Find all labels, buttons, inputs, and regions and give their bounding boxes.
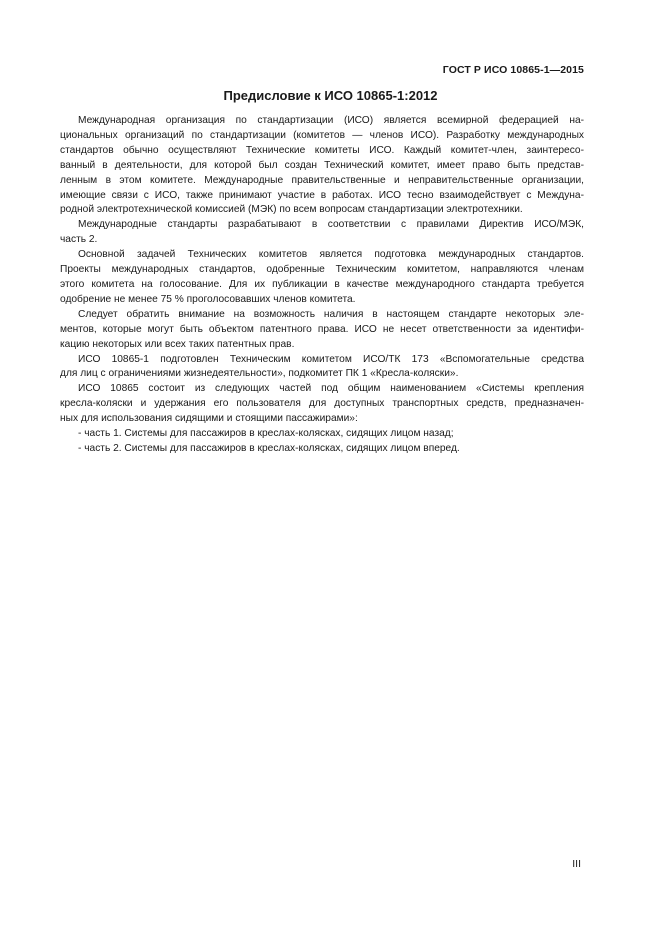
text-line: циональных организаций по стандартизации (комитетов — членов ИСО). Разработку международных	[60, 129, 584, 141]
text-line: кацию некоторых или всех таких патентных прав.	[60, 338, 295, 350]
text-line: для лиц с ограничениями жизнедеятельности», подкомитет ПК 1 «Кресла-коляски».	[60, 368, 459, 380]
list-item: - часть 1. Системы для пассажиров в креслах-колясках, сидящих лицом назад;	[78, 428, 454, 440]
text-line: имеющие связи с ИСО, также принимают участие в работах. ИСО тесно взаимодействует с Междуна-	[60, 189, 584, 201]
text-line: Проекты международных стандартов, одобренные Техническим комитетом, направляются членам	[60, 264, 584, 276]
text-line: часть 2.	[60, 234, 98, 246]
paragraph	[60, 308, 584, 353]
page-number: III	[572, 858, 581, 870]
section-title: Предисловие к ИСО 10865-1:2012	[223, 88, 438, 103]
text-line: ИСО 10865-1 подготовлен Техническим комитетом ИСО/ТК 173 «Вспомогательные средства	[78, 353, 584, 365]
text-line: ментов, которые могут быть объектом патентного права. ИСО не несет ответственности за идентифи-	[60, 323, 584, 335]
text-line: кресла-коляски и удержания его пользователя для доступных транспортных средств, предназначен-	[60, 398, 584, 410]
paragraph	[60, 114, 584, 218]
text-line: Международная организация по стандартизации (ИСО) является всемирной федерацией на-	[78, 115, 584, 126]
text-line: Основной задачей Технических комитетов является подготовка международных стандартов.	[78, 249, 584, 261]
text-line: стандартов обычно осуществляют Технические комитеты ИСО. Каждый комитет-член, заинтересо-	[60, 144, 584, 156]
text-line: ных для использования сидящими и стоящими пассажирами»:	[60, 413, 358, 425]
paragraph	[60, 218, 584, 248]
text-line: ленным в этом комитете. Международные правительственные и неправительственные организации,	[60, 174, 584, 186]
text-line: ИСО 10865 состоит из следующих частей под общим наименованием «Системы крепления	[78, 383, 584, 395]
text-line: этого комитета на голосование. Для их публикации в качестве международного стандарта требуется	[60, 278, 584, 290]
paragraph	[60, 248, 584, 308]
text-line: Международные стандарты разрабатывают в соответствии с правилами Директив ИСО/МЭК,	[78, 219, 584, 231]
text-line: ванный в деятельности, для которой был создан Технический комитет, имеет право быть представ-	[60, 159, 584, 171]
text-line: одобрение не менее 75 % проголосовавших членов комитета.	[60, 293, 356, 305]
text-line: Следует обратить внимание на возможность наличия в настоящем стандарте некоторых эле-	[78, 308, 584, 320]
paragraph	[60, 382, 584, 427]
document-code: ГОСТ Р ИСО 10865-1—2015	[442, 64, 584, 76]
body-text	[60, 114, 584, 457]
list-item: - часть 2. Системы для пассажиров в креслах-колясках, сидящих лицом вперед.	[78, 442, 460, 454]
text-line: родной электротехнической комиссией (МЭК) по всем вопросам стандартизации электротехники.	[60, 204, 523, 216]
paragraph	[60, 353, 584, 383]
